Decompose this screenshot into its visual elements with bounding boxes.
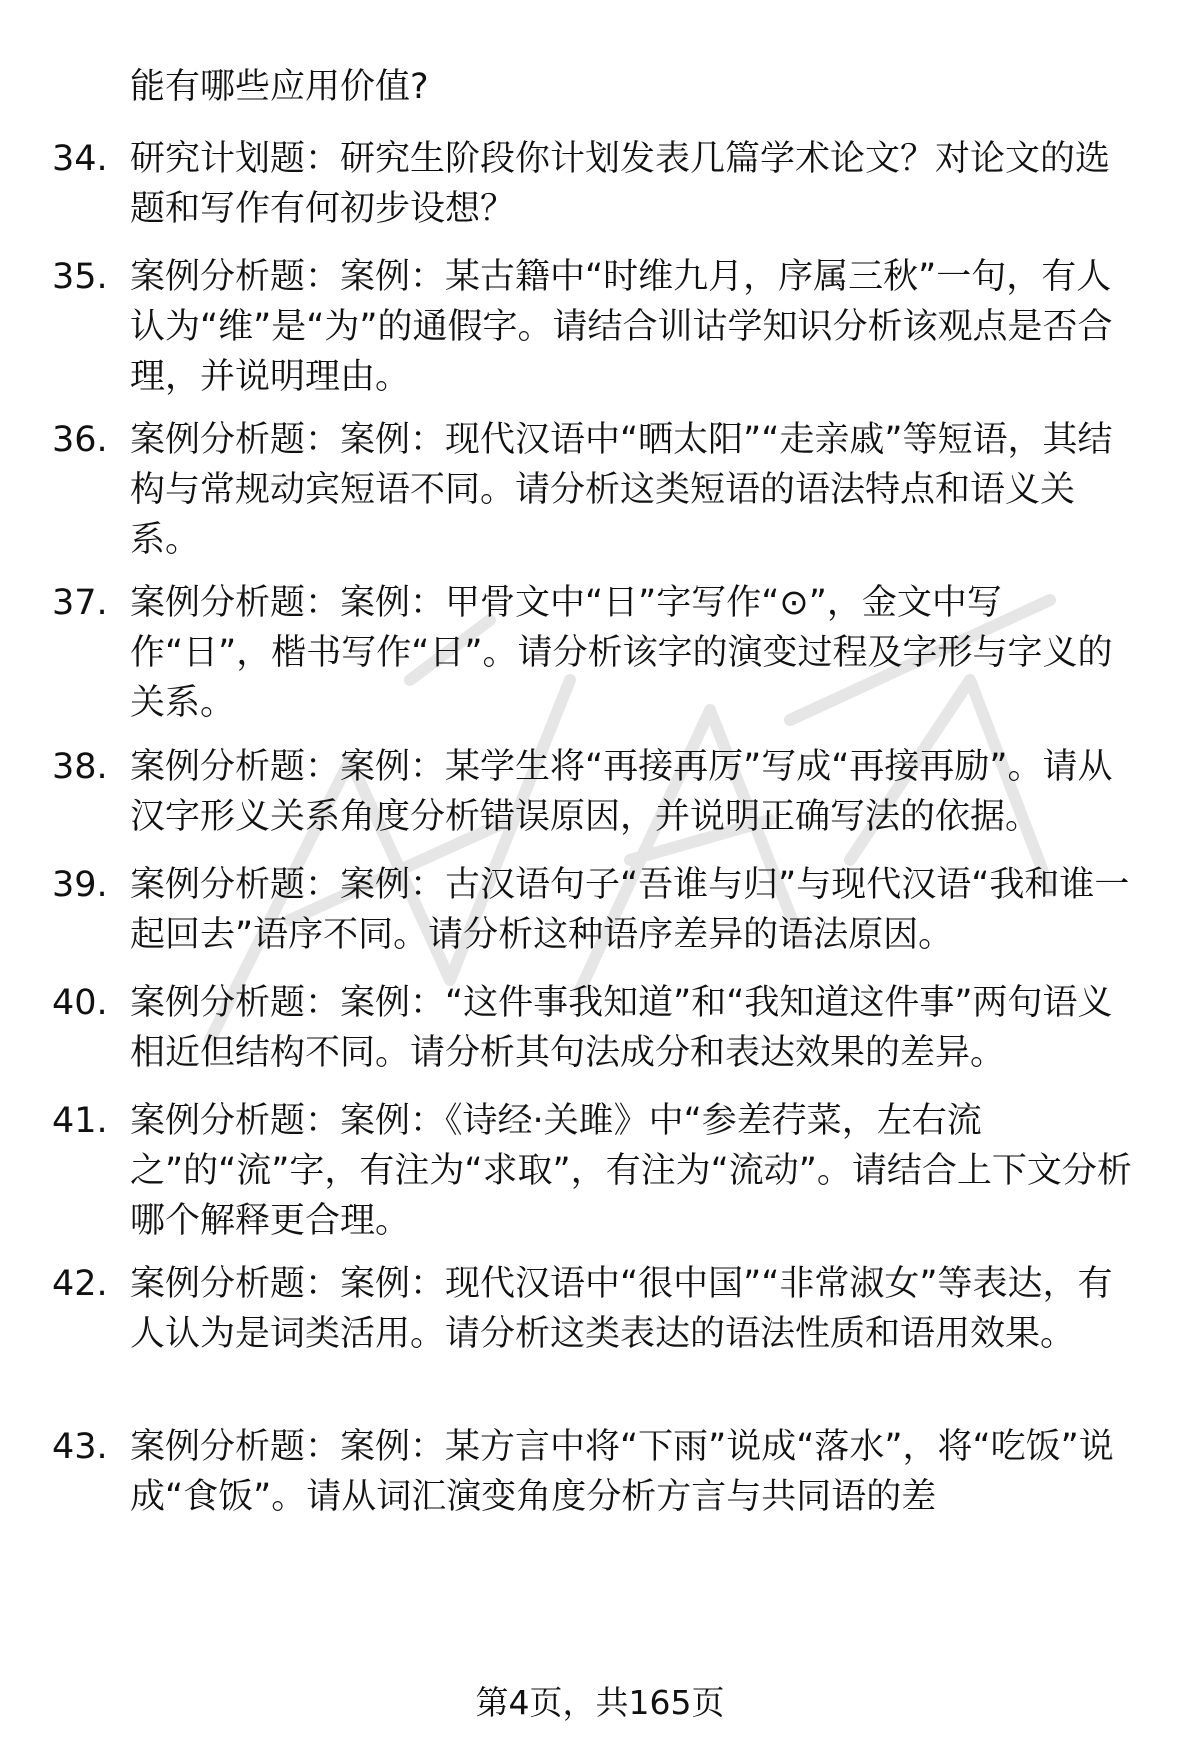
question-text: 案例分析题：案例：古汉语句子“吾谁与归”与现代汉语“我和谁一起回去”语序不同。请分析这种语序差异的语法原因。 [130,865,1130,955]
question-number: 38. [52,747,108,787]
question-text: 案例分析题：案例：《诗经·关雎》中“参差荇菜，左右流之”的“流”字，有注为“求取”，有注为“流动”。请结合上下文分析哪个解释更合理。 [130,1101,1132,1241]
question-number: 39. [52,865,108,905]
question-text: 案例分析题：案例：“这件事我知道”和“我知道这件事”两句语义相近但结构不同。请分析其句法成分和表达效果的差异。 [130,983,1113,1073]
question-text: 案例分析题：案例：某方言中将“下雨”说成“落水”，将“吃饭”说成“食饭”。请从词汇演变角度分析方言与共同语的差 [130,1427,1114,1517]
question-number: 40. [52,983,108,1023]
question-number: 42. [52,1264,108,1304]
question-text: 案例分析题：案例：某学生将“再接再厉”写成“再接再励”。请从汉字形义关系角度分析错误原因，并说明正确写法的依据。 [130,747,1113,837]
question-text: 案例分析题：案例：现代汉语中“很中国”“非常淑女”等表达，有人认为是词类活用。请分析这类表达的语法性质和语用效果。 [130,1264,1113,1354]
question-text: 研究计划题：研究生阶段你计划发表几篇学术论文？对论文的选题和写作有何初步设想？ [130,139,1111,229]
question-number: 35. [52,257,108,297]
continuation-text: 能有哪些应用价值? [130,67,429,107]
page-footer: 第4页，共165页 [475,1683,725,1722]
question-number: 37. [52,583,108,623]
question-number: 41. [52,1101,108,1141]
question-text: 案例分析题：案例：现代汉语中“晒太阳”“走亲戚”等短语，其结构与常规动宾短语不同。请分析这类短语的语法特点和语义关系。 [130,420,1113,560]
question-number: 34. [52,139,108,179]
question-number: 36. [52,420,108,460]
question-text: 案例分析题：案例：某古籍中“时维九月，序属三秋”一句，有人认为“维”是“为”的通假字。请结合训诂学知识分析该观点是否合理，并说明理由。 [130,257,1113,397]
question-number: 43. [52,1427,108,1467]
question-text: 案例分析题：案例：甲骨文中“日”字写作“⊙”，金文中写作“日”，楷书写作“日”。请分析该字的演变过程及字形与字义的关系。 [130,583,1113,723]
